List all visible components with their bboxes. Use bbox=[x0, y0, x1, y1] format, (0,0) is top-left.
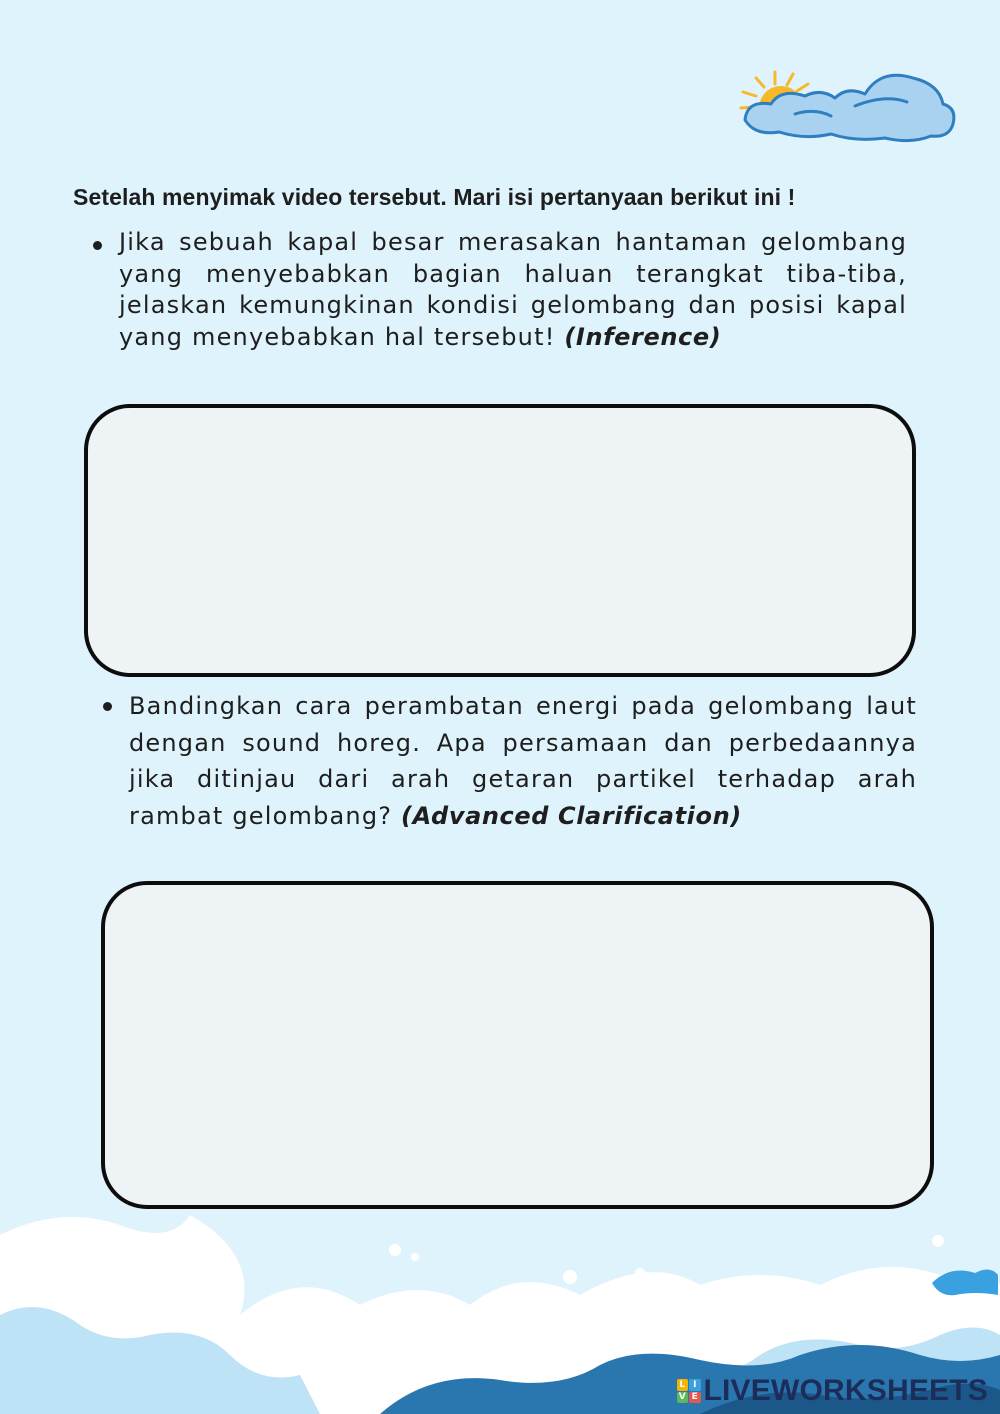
liveworksheets-logo-icon bbox=[677, 1379, 701, 1403]
question-2-item bbox=[129, 688, 917, 834]
instruction-text: Setelah menyimak video tersebut. Mari isi pertanyaan berikut ini ! bbox=[73, 184, 796, 210]
question-1-skill: (Inference) bbox=[564, 322, 722, 351]
question-2 bbox=[129, 688, 917, 834]
logo-tile-v: V bbox=[677, 1392, 689, 1404]
question-2-skill: (Advanced Clarification) bbox=[401, 801, 742, 830]
logo-tile-l: L bbox=[677, 1379, 689, 1391]
liveworksheets-brand bbox=[677, 1376, 989, 1406]
question-2-text: Bandingkan cara perambatan energi pada gelombang laut dengan sound horeg. Apa persamaan dan perbedaannya jika ditinjau dari arah getaran partikel terhadap arah rambat gelombang? bbox=[129, 692, 917, 830]
liveworksheets-name: LIVEWORKSHEETS bbox=[703, 1374, 988, 1407]
logo-tile-i: I bbox=[689, 1379, 701, 1391]
answer-box-1[interactable] bbox=[84, 404, 916, 677]
sun-cloud-icon bbox=[735, 48, 960, 148]
logo-tile-e: E bbox=[689, 1392, 701, 1404]
question-1-text: Jika sebuah kapal besar merasakan hantaman gelombang yang menyebabkan bagian haluan terangkat tiba-tiba, jelaskan kemungkinan kondisi gelombang dan posisi kapal yang menyebabkan hal tersebut! bbox=[119, 228, 907, 351]
question-1-item bbox=[119, 227, 907, 353]
answer-box-2[interactable] bbox=[101, 881, 934, 1209]
question-1 bbox=[119, 227, 907, 353]
